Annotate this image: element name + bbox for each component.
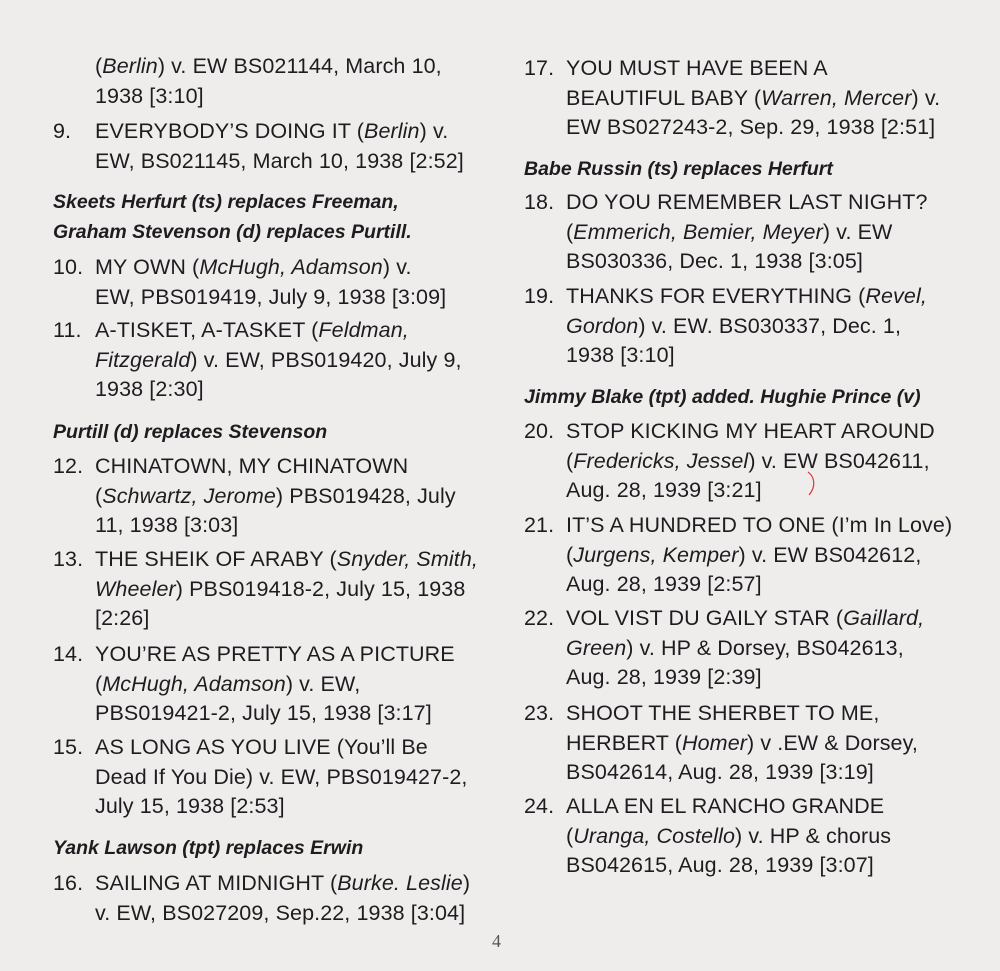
track-line xyxy=(566,792,976,822)
track-number: 14. xyxy=(53,642,84,666)
track-line xyxy=(566,634,976,664)
composer-text: Schwartz, Jerome xyxy=(102,483,276,508)
track-line xyxy=(566,113,976,143)
track-number: 21. xyxy=(524,513,555,537)
track-segment: Aug. 28, 1939 [2:57] xyxy=(566,572,762,596)
track-segment: ( xyxy=(95,483,103,508)
track-line xyxy=(566,541,976,571)
track-segment: 11, 1938 [3:03] xyxy=(95,513,239,537)
track-entry xyxy=(524,54,976,143)
track-number: 19. xyxy=(524,284,555,308)
track-segment: AS LONG AS YOU LIVE (You’ll Be xyxy=(95,735,428,759)
track-line xyxy=(95,670,505,700)
track-segment: YOU’RE AS PRETTY AS A PICTURE xyxy=(95,642,455,666)
track-line xyxy=(566,341,976,371)
track-line xyxy=(566,476,976,506)
track-line xyxy=(566,511,976,541)
personnel-note: Jimmy Blake (tpt) added. Hughie Prince (v) xyxy=(524,386,921,408)
track-segment: BS042615, Aug. 28, 1939 [3:07] xyxy=(566,853,874,877)
track-entry xyxy=(524,792,976,881)
track-entry xyxy=(524,282,976,371)
track-line xyxy=(566,218,976,248)
track-line xyxy=(95,699,505,729)
track-line xyxy=(566,84,976,114)
track-text xyxy=(95,545,505,634)
track-segment: BEAUTIFUL BABY ( xyxy=(566,85,762,110)
composer-text: Emmerich, Bemier, Meyer xyxy=(573,219,823,244)
composer-text: Feldman, xyxy=(318,318,409,342)
personnel-note: Purtill (d) replaces Stevenson xyxy=(53,421,328,443)
track-line xyxy=(566,699,976,729)
track-number: 23. xyxy=(524,701,555,725)
track-segment: 1938 [3:10] xyxy=(95,83,204,108)
track-segment: ) PBS019428, July xyxy=(275,483,456,508)
track-number: 9. xyxy=(53,119,72,143)
track-segment: IT’S A HUNDRED TO ONE (I’m In Love) xyxy=(566,513,953,537)
track-line xyxy=(566,663,976,693)
track-segment: PBS019421-2, July 15, 1938 [3:17] xyxy=(95,701,432,725)
track-segment: Aug. 28, 1939 [2:39] xyxy=(566,665,762,689)
track-text xyxy=(566,792,976,881)
track-line xyxy=(566,312,976,342)
track-segment: VOL VIST DU GAILY STAR ( xyxy=(566,606,844,630)
track-line xyxy=(95,482,505,512)
track-segment: [2:26] xyxy=(95,606,150,630)
personnel-note: Yank Lawson (tpt) replaces Erwin xyxy=(53,837,364,859)
track-line xyxy=(566,604,976,634)
track-line xyxy=(95,253,505,283)
track-number: 18. xyxy=(524,190,555,214)
track-segment: SHOOT THE SHERBET TO ME, xyxy=(566,701,880,725)
track-text xyxy=(566,54,976,143)
track-line xyxy=(566,447,976,477)
composer-text: McHugh, Adamson xyxy=(102,671,286,696)
track-line xyxy=(566,282,976,312)
track-number: 20. xyxy=(524,419,555,443)
track-segment: ) v. EW BS021144, March 10, xyxy=(157,54,442,78)
composer-text: Homer xyxy=(682,730,748,755)
red-pen-mark xyxy=(806,471,818,497)
composer-text: Burke. Leslie xyxy=(337,871,463,895)
personnel-note: Skeets Herfurt (ts) replaces Freeman, xyxy=(53,191,399,213)
composer-text: Gaillard, xyxy=(843,606,925,630)
composer-text: Berlin xyxy=(364,119,420,143)
composer-text: Fitzgerald xyxy=(95,347,191,372)
track-segment: 1938 [3:10] xyxy=(566,343,675,367)
personnel-note: Babe Russin (ts) replaces Herfurt xyxy=(524,158,833,180)
track-line xyxy=(95,604,505,634)
track-segment: DO YOU REMEMBER LAST NIGHT? xyxy=(566,190,928,214)
track-segment: 1938 [2:30] xyxy=(95,377,204,401)
composer-text: Gordon xyxy=(566,313,639,338)
track-segment: ) PBS019418-2, July 15, 1938 xyxy=(175,576,466,601)
track-entry xyxy=(524,188,976,277)
track-segment: ( xyxy=(566,448,574,473)
composer-text: Wheeler xyxy=(95,576,176,601)
track-entry xyxy=(53,640,505,729)
track-text xyxy=(566,699,976,788)
track-segment: ) v. EW xyxy=(822,219,893,244)
track-segment: ) v. EW BS042611, xyxy=(748,448,930,473)
track-segment: ) v .EW & Dorsey, xyxy=(747,730,918,755)
track-entry xyxy=(53,733,505,822)
track-entry xyxy=(53,316,505,405)
track-line xyxy=(95,899,505,929)
track-number: 11. xyxy=(53,318,82,342)
track-segment: EW, PBS019419, July 9, 1938 [3:09] xyxy=(95,284,447,309)
track-number: 17. xyxy=(524,56,555,80)
track-entry xyxy=(524,699,976,788)
track-segment: THE SHEIK OF ARABY ( xyxy=(95,547,337,571)
track-segment: ) v. EW. BS030337, Dec. 1, xyxy=(638,313,902,338)
track-line xyxy=(566,729,976,759)
track-segment: July 15, 1938 [2:53] xyxy=(95,794,285,818)
track-segment: ) v. EW, PBS019420, July 9, xyxy=(190,347,462,372)
track-segment: ) xyxy=(462,871,471,895)
track-segment: SAILING AT MIDNIGHT ( xyxy=(95,871,338,895)
track-line xyxy=(95,316,505,346)
track-segment: ( xyxy=(566,219,574,244)
track-number: 10. xyxy=(53,255,84,279)
track-segment: Dead If You Die) v. EW, PBS019427-2, xyxy=(95,764,468,789)
track-line xyxy=(95,283,505,313)
track-entry xyxy=(53,869,505,928)
track-entry xyxy=(524,511,976,600)
page-number: 4 xyxy=(492,931,501,951)
track-segment: BS030336, Dec. 1, 1938 [3:05] xyxy=(566,249,863,273)
track-line xyxy=(95,733,505,763)
track-line xyxy=(95,452,505,482)
track-segment: ( xyxy=(95,671,103,696)
track-segment: ) v. xyxy=(382,255,412,279)
track-line xyxy=(95,792,505,822)
track-text xyxy=(95,117,505,176)
track-line xyxy=(566,822,976,852)
track-text xyxy=(566,417,976,506)
track-segment: ( xyxy=(95,54,103,78)
composer-text: Berlin xyxy=(102,54,158,78)
track-text xyxy=(95,733,505,822)
track-segment: HERBERT ( xyxy=(566,730,682,755)
track-segment: ) v. xyxy=(911,85,941,110)
track-segment: ( xyxy=(566,542,574,567)
track-text xyxy=(95,253,505,312)
track-segment: YOU MUST HAVE BEEN A xyxy=(566,56,828,80)
track-entry xyxy=(53,452,505,541)
track-segment: STOP KICKING MY HEART AROUND xyxy=(566,419,935,443)
track-line xyxy=(566,758,976,788)
track-segment: ) v. EW BS042612, xyxy=(738,542,922,567)
track-segment: A-TISKET, A-TASKET ( xyxy=(95,318,319,342)
track-segment: CHINATOWN, MY CHINATOWN xyxy=(95,454,409,478)
track-line xyxy=(95,375,505,405)
track-line xyxy=(95,640,505,670)
track-text xyxy=(95,452,505,541)
track-number: 22. xyxy=(524,606,555,630)
track-entry xyxy=(53,545,505,634)
track-segment: MY OWN ( xyxy=(95,255,200,279)
track-number: 15. xyxy=(53,735,84,759)
composer-text: Snyder, Smith, xyxy=(336,547,478,571)
composer-text: Revel, xyxy=(865,284,927,308)
track-segment: ) v. xyxy=(419,119,449,143)
track-segment: EW, BS021145, March 10, 1938 [2:52] xyxy=(95,148,464,173)
track-segment: ) v. EW, xyxy=(285,671,361,696)
track-line xyxy=(95,117,505,147)
track-line xyxy=(566,570,976,600)
track-entry xyxy=(524,417,976,506)
track-line xyxy=(95,82,505,112)
track-line xyxy=(95,346,505,376)
composer-text: Jurgens, Kemper xyxy=(573,542,739,567)
track-line xyxy=(95,511,505,541)
composer-text: Warren, Mercer xyxy=(761,85,912,110)
track-line xyxy=(95,52,505,82)
track-line xyxy=(95,575,505,605)
track-entry xyxy=(524,604,976,693)
track-number: 24. xyxy=(524,794,555,818)
track-text xyxy=(95,52,505,111)
composer-text: Uranga, Costello xyxy=(573,823,736,848)
track-line xyxy=(95,545,505,575)
track-entry xyxy=(53,52,505,111)
track-segment: ) v. HP & chorus xyxy=(735,823,892,848)
composer-text: Green xyxy=(566,635,627,660)
track-line xyxy=(566,188,976,218)
track-text xyxy=(566,188,976,277)
track-text xyxy=(566,511,976,600)
track-segment: EVERYBODY’S DOING IT ( xyxy=(95,119,365,143)
track-text xyxy=(95,316,505,405)
track-line xyxy=(95,147,505,177)
track-segment: BS042614, Aug. 28, 1939 [3:19] xyxy=(566,760,874,784)
personnel-note: Graham Stevenson (d) replaces Purtill. xyxy=(53,221,412,243)
track-segment: ) v. HP & Dorsey, BS042613, xyxy=(626,635,904,660)
track-line xyxy=(566,54,976,84)
track-entry xyxy=(53,253,505,312)
track-segment: ALLA EN EL RANCHO GRANDE xyxy=(566,794,885,818)
track-text xyxy=(95,869,505,928)
track-line xyxy=(566,417,976,447)
composer-text: Fredericks, Jessel xyxy=(573,448,749,473)
track-number: 12. xyxy=(53,454,84,478)
track-entry xyxy=(53,117,505,176)
track-line xyxy=(95,763,505,793)
track-segment: ( xyxy=(566,823,574,848)
track-number: 16. xyxy=(53,871,84,895)
track-text xyxy=(95,640,505,729)
track-segment: v. EW, BS027209, Sep.22, 1938 [3:04] xyxy=(95,900,466,925)
composer-text: McHugh, Adamson xyxy=(199,255,383,279)
track-line xyxy=(566,247,976,277)
track-text xyxy=(566,604,976,693)
track-segment: Aug. 28, 1939 [3:21] xyxy=(566,478,762,502)
track-segment: EW BS027243-2, Sep. 29, 1938 [2:51] xyxy=(566,115,936,139)
track-number: 13. xyxy=(53,547,84,571)
track-line xyxy=(566,851,976,881)
track-segment: THANKS FOR EVERYTHING ( xyxy=(566,284,866,308)
track-text xyxy=(566,282,976,371)
track-line xyxy=(95,869,505,899)
